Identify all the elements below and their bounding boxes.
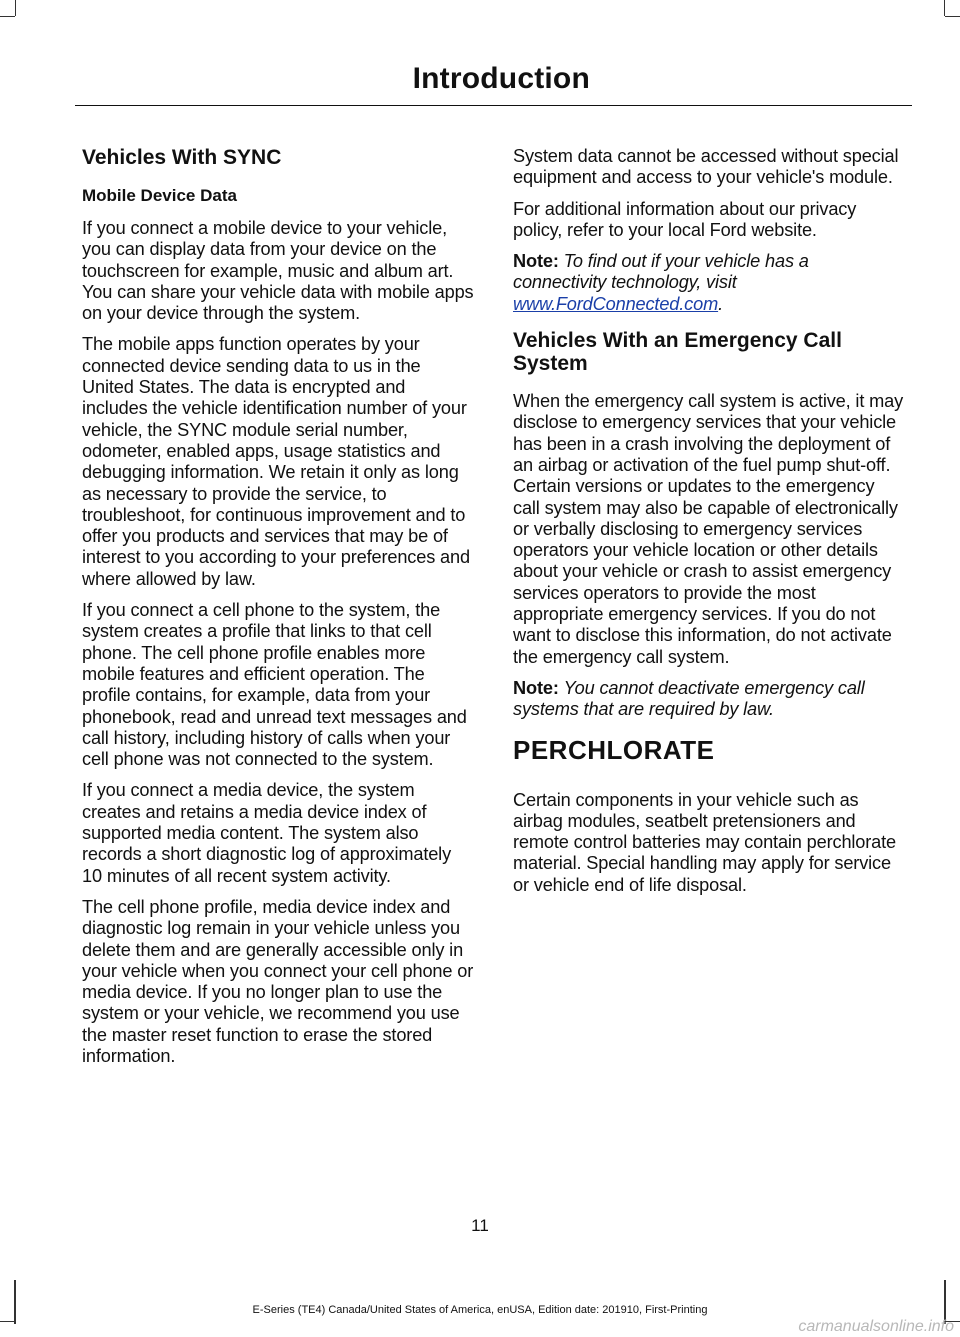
crop-mark-bottom-left — [14, 1280, 16, 1324]
crop-mark-top-right — [944, 0, 945, 16]
left-column — [82, 146, 474, 1077]
right-column — [513, 146, 905, 906]
note-emergency — [513, 678, 905, 721]
paragraph: The mobile apps function operates by your connected device sending data to us in the United States. The data is encrypted and includes the vehicle identification number of your vehicle, the SYNC module serial number, odometer, enabled apps, usage statistics and debugging information. We retain it only as long as necessary to provide the service, to troubleshoot, for continuous improvement and to offer you products and services that may be of interest to you according to your preferences and where allowed by law. — [82, 334, 470, 589]
subsection-title-mobile-device-data: Mobile Device Data — [82, 186, 237, 205]
paragraph: Certain components in your vehicle such as airbag modules, seatbelt pretensioners and remote control batteries may contain perchlorate material. Special handling may apply for service or vehicle end of life disposal. — [513, 789, 897, 895]
crop-mark-top-left-h — [0, 16, 15, 17]
watermark: carmanualsonline.info — [798, 1318, 954, 1335]
note-text: To find out if your vehicle has a connectivity technology, visit — [513, 251, 809, 293]
crop-mark-bottom-left-h — [0, 1321, 16, 1322]
paragraph: If you connect a mobile device to your vehicle, you can display data from your device on the touchscreen for example, music and album art. You can share your vehicle data with mobile apps on your device through the system. — [82, 218, 474, 324]
section-title-emergency-call: Vehicles With an Emergency Call System — [513, 329, 842, 376]
section-title-perchlorate: PERCHLORATE — [513, 734, 715, 765]
paragraph: System data cannot be accessed without special equipment and access to your vehicle's module. — [513, 146, 899, 188]
page-number: 11 — [471, 1216, 489, 1235]
crop-mark-top-right-h — [945, 16, 960, 17]
note-connectivity — [513, 251, 905, 315]
note-label: Note: — [513, 677, 559, 698]
paragraph: For additional information about our privacy policy, refer to your local Ford website. — [513, 198, 857, 240]
note-text: You cannot deactivate emergency call systems that are required by law. — [513, 677, 865, 720]
ford-connected-link[interactable]: www.FordConnected.com — [513, 293, 719, 314]
crop-mark-top-left — [15, 0, 16, 16]
paragraph: If you connect a cell phone to the system, the system creates a profile that links to that cell phone. The cell phone profile enables more mobile features and efficient operation. The profile contains, for example, data from your phonebook, read and unread text messages and call history, including history of calls when your cell phone was not connected to the system. — [82, 600, 467, 770]
note-suffix: . — [718, 293, 723, 314]
paragraph: When the emergency call system is active, it may disclose to emergency services that your vehicle has been in a crash involving the deployment of an airbag or activation of the fuel pump shut-off. Certain versions or updates to the emergency call system may also be capable of electronically or verbally disclosing to emergency services operators your vehicle location or other details about your vehicle or crash to assist emergency services operators to provide the most appropriate emergency services. If you do not want to disclose this information, do not activate the emergency call system. — [513, 391, 904, 667]
header-divider — [75, 105, 912, 106]
section-title-sync: Vehicles With SYNC — [82, 146, 282, 169]
paragraph: The cell phone profile, media device index and diagnostic log remain in your vehicle unless you delete them and are generally accessible only in your vehicle when you connect your cell phone or media device. If you no longer plan to use the system or your vehicle, we recommend you use the master reset function to erase the stored information. — [82, 896, 474, 1066]
note-label: Note: — [513, 251, 559, 272]
page-header-title: Introduction — [412, 62, 590, 95]
edition-footer: E-Series (TE4) Canada/United States of America, enUSA, Edition date: 201910, First-Printing — [252, 1304, 708, 1316]
paragraph: If you connect a media device, the system creates and retains a media device index of supported media content. The system also records a short diagnostic log of approximately 10 minutes of all recent system activity. — [82, 780, 452, 886]
